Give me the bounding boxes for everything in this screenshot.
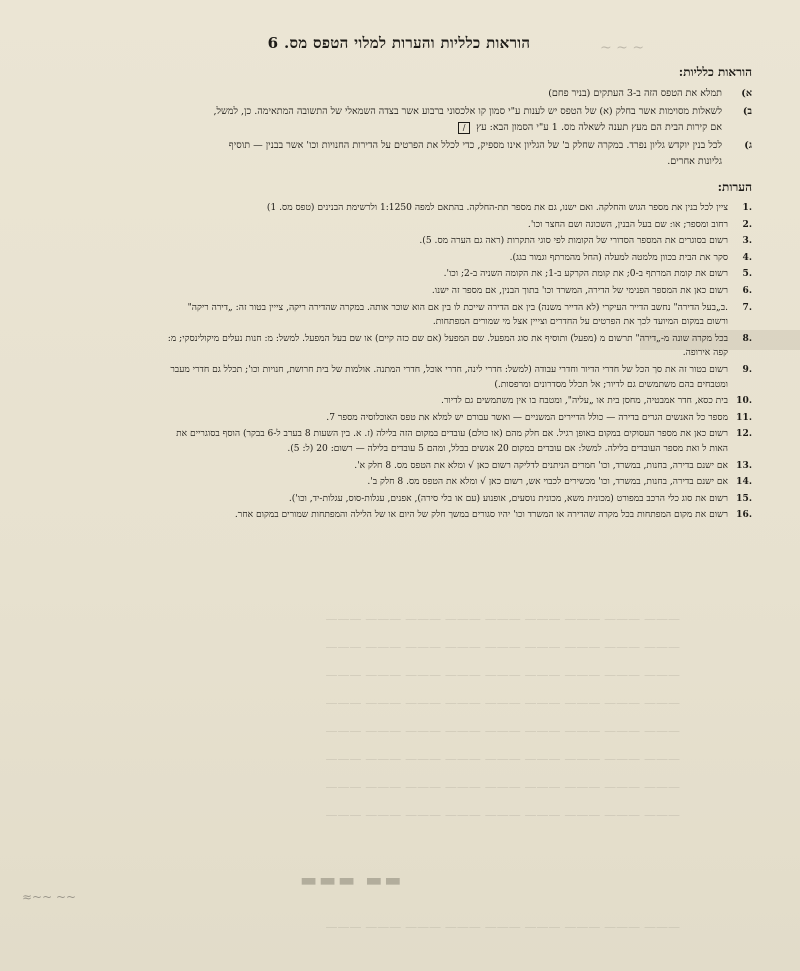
note-text: רשום את מקום המפתחות בכל מקרה שהדירה או המשרד וכו' יהיו סגורים במשך חלק של היום או של הלילה והמפתחות שמורים במקום אחר.: [234, 510, 728, 521]
note-number: .13: [736, 459, 752, 471]
note-item: [46, 332, 752, 361]
note-text: בכל מקרה שונה מ-„דירה" תרשום מ (מפעל) ותוסיף את סוג המפעל. שם המפעל (אם שם כזה קיים) או שם בעל המפעל. למשל: מ: חנות נעלים מיקולינסקי; מ: קפה אירופה.: [167, 333, 728, 359]
general-item: [46, 104, 752, 136]
bleed-through-text: ——— ——— ——— ——— ——— ——— ——— ——— ———: [325, 808, 680, 822]
note-number: .3: [742, 235, 752, 247]
note-text: אם ישנם בדירה, בחנות, במשרד, וכו' מכשירים לכבוי אש, רשום כאן √ ומלא את הטפס מס. 8 חלק ב'.: [367, 477, 728, 488]
note-item: [46, 301, 752, 330]
pencil-mark: ≈~~ ~~: [22, 890, 77, 904]
note-item: [46, 267, 752, 282]
checkbox-example-icon: /: [458, 122, 470, 134]
note-number: .10: [736, 395, 752, 407]
note-item: [46, 411, 752, 426]
general-item-label: א): [741, 88, 752, 99]
general-item: [46, 86, 752, 102]
document-body: [46, 28, 752, 525]
bleed-through-text: ——— ——— ——— ——— ——— ——— ——— ——— ———: [325, 752, 680, 766]
bleed-through-footer-mark: ▬▬ ▬▬▬: [300, 870, 404, 891]
note-number: .9: [742, 363, 752, 375]
bleed-through-text: ——— ——— ——— ——— ——— ——— ——— ——— ———: [325, 640, 680, 654]
note-number: .16: [736, 509, 752, 521]
note-item: [46, 475, 752, 490]
note-item: [46, 508, 752, 523]
general-item-text: תמלא את הטפס הזה ב-3 העתקים (בניר פחם): [548, 88, 722, 99]
general-item-text-body: לשאלות מסוימות אשר בחלק (א) של הטפס יש לענות ע"י סמון קו אלכסוני ברבוע אשר בצדה השמאלי של התשובה המתאימה. כן, למשל, אם קירות הבית הם מעץ תענה לשאלה מס. 1 ע"י הסמון הבא: עץ: [213, 106, 722, 133]
note-number: .11: [736, 411, 752, 423]
note-text: רחוב ומספר; או: שם בעל הבנין, השכונה ושם החצר וכו'.: [527, 219, 728, 230]
note-text: אם ישנם בדירה, בחנות, במשרד, וכו' חמרים הניתנים לדליקה רשום כאן √ ומלא את הטפס מס. 8 חלק א'.: [354, 460, 728, 471]
note-item: [46, 492, 752, 507]
note-item: [46, 234, 752, 249]
note-number: .4: [742, 251, 752, 263]
general-item-label: ג): [744, 140, 752, 151]
note-item: [46, 363, 752, 392]
bleed-through-text: ——— ——— ——— ——— ——— ——— ——— ——— ———: [325, 780, 680, 794]
note-number: .7: [742, 301, 752, 313]
note-item: [46, 394, 752, 409]
note-item: [46, 201, 752, 216]
general-item-text: [46, 104, 722, 136]
corner-pencil-mark: ~ ~ ~: [600, 40, 645, 56]
note-text: סקר את הבית בכוון מלמטה למעלה (החל מהמרתף וגמור בגג).: [509, 252, 728, 263]
note-number: .6: [742, 284, 752, 296]
note-text: ציין לכל בנין את מספר הגוש והחלקה. ואם ישנו, גם את מספר תת-החלקה. בהתאם למפה 1:1250 ולרשימת הבנינים (טפס מס. 1): [266, 203, 728, 213]
bleed-through-text: ——— ——— ——— ——— ——— ——— ——— ——— ———: [325, 724, 680, 738]
note-text: רשום כאן את המספר הפנימי של הדירה, המשרד וכו' בתוך הבנין, אם מספר זה ישנו.: [431, 285, 728, 296]
note-number: .12: [736, 428, 752, 440]
note-text: רשום את סוג כלי הרכב במפורט (מכונית משא, מכונית נוסעים, אופנוע (עם או בלי סירה), אפנים, עגלות-סוס, עגלות-יד, וכו').: [288, 493, 728, 504]
note-item: [46, 284, 752, 299]
note-number: .15: [736, 492, 752, 504]
note-number: .2: [742, 218, 752, 230]
note-item: [46, 459, 752, 474]
note-item: [46, 251, 752, 266]
document-title: הוראות כלליות והערות למלוי הטפס מס. 6: [267, 34, 531, 52]
bleed-through-text: ——— ——— ——— ——— ——— ——— ——— ——— ———: [325, 696, 680, 710]
note-text: רשום כאן את מספר העסוקים במקום באופן רגיל. אם חלק מהם (או כולם) עובדים במקום הזה בלילה (ז. א. בין השעות 8 בערב ל-6 בבקר) הוסף בסוגריים את האות ל ואת מספר העובדים בלילה. למשל: אם עובדים במקום 20 אנשים בבלל, ומהם 5 עובדים בלילה — רשום: 20 (ל: 5).: [176, 429, 728, 454]
general-instructions-list: [46, 86, 752, 170]
note-item: [46, 427, 752, 456]
general-instructions-heading: הוראות כלליות:: [678, 65, 752, 79]
note-number: .1: [742, 202, 752, 213]
note-text: בית כסא, חדר אמבטיה, מחסן בית או „עליה", ומטבח בו אין משתמשים גם לדיור.: [441, 396, 728, 407]
general-item-text: לכל בנין יוקדש גליון נפרד. במקרה שחלק ב' של הגליון אינו מספיק, כדי לכלל את הפרטים על הדירות החנויות וכו' אשר בבנין — תוסיף גליונות אחרים.: [228, 140, 722, 167]
notes-list: [46, 201, 752, 523]
bleed-through-text: ——— ——— ——— ——— ——— ——— ——— ——— ———: [325, 920, 680, 934]
bleed-through-text: ——— ——— ——— ——— ——— ——— ——— ——— ———: [325, 668, 680, 682]
general-item-label: ב): [742, 106, 752, 117]
note-text: מספר כל האנשים הגרים בדירה — כולל הדיירים המשניים — ואשר עבורם יש למלא את טפס האוכלוסיה מספר 7.: [326, 412, 728, 423]
note-text: רשום את קומת המרתף ב-0; את קומת הקרקע ב-1; את הקומה השניה ב-2; וכו'.: [443, 269, 728, 280]
note-text: .ב„בעל הדירה" נחשב הדייר העיקרי (לא הדייר משנה) בין אם הדירה שייכת לו בין אם הוא שוכר אותה. במקרה שהדירה ריקה, צייין בטור זה: „דירה ריקה" ורשום במקום המיועד לכך את הפרטים על החדרים וצייין אצל מי שמורים המפתחות.: [187, 302, 728, 328]
note-text: רשום בסוגרים את המספר הסדורי של הקומות לפי סוגי התקרות (ראה גם הערה מס. 5).: [419, 236, 728, 247]
note-item: [46, 218, 752, 233]
notes-heading: הערות:: [717, 180, 752, 194]
general-item: [46, 138, 752, 170]
note-text: רשום בטור זה את סך הכל של חדרי הדיור וחדרי עבודה (למשל: חדרי לינה, חדרי אוכל, חדרי המתנה. אולמות של בית חרושת, חנויות וכו'; תכלל גם חדרי מעבר ומטבחים בהם משתמשים גם לדיור; אל תכלל מסדרונים ומרפסות.): [170, 364, 728, 390]
note-number: .8: [742, 332, 752, 344]
note-number: .5: [742, 268, 752, 280]
note-number: .14: [736, 476, 752, 488]
bleed-through-text: ——— ——— ——— ——— ——— ——— ——— ——— ———: [325, 612, 680, 626]
